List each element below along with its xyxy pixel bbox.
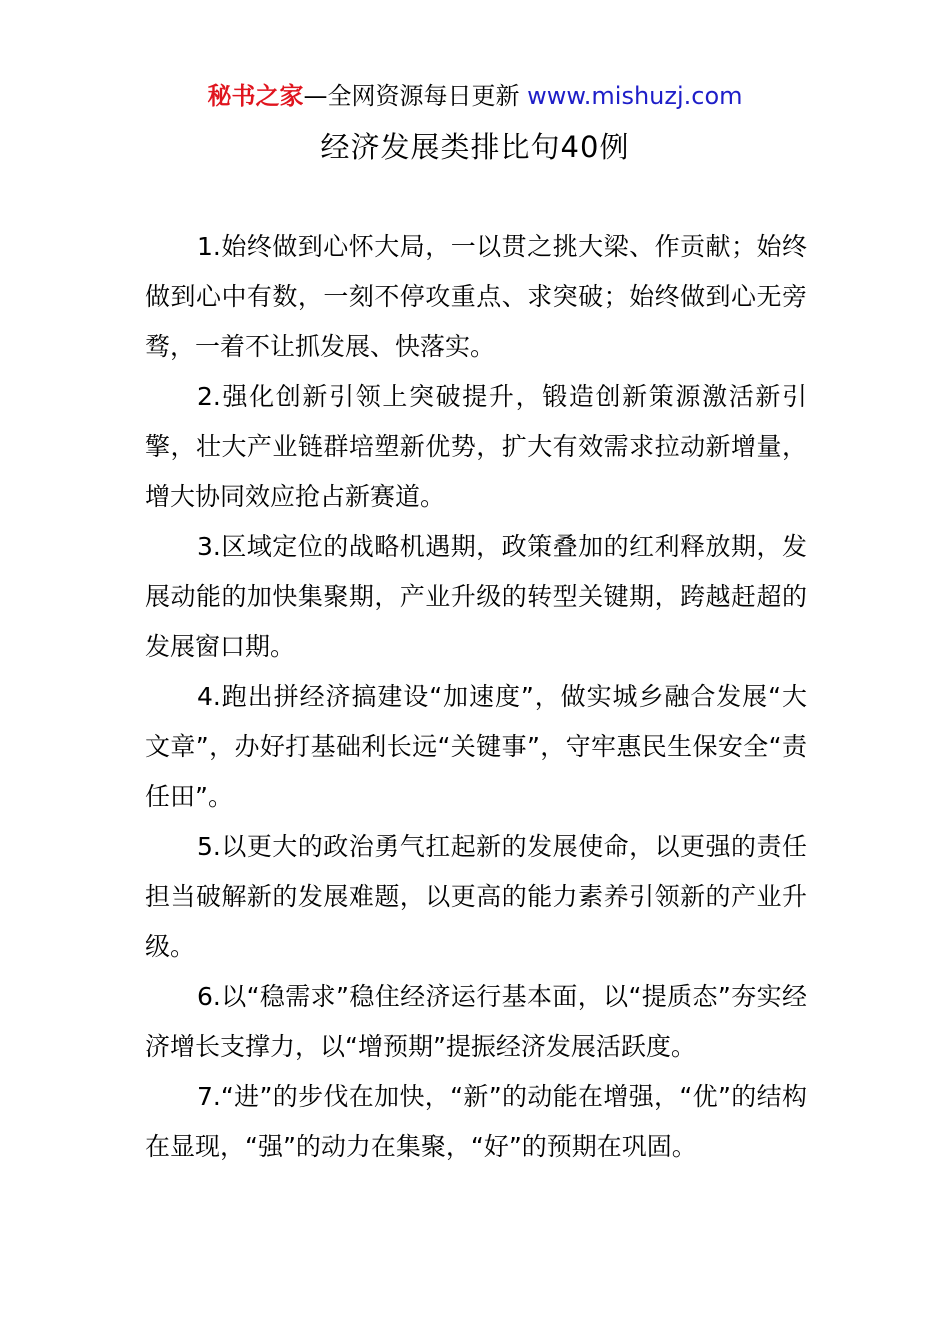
paragraph-4: 4.跑出拼经济搞建设“加速度”，做实城乡融合发展“大文章”，办好打基础利长远“关键事”，守牢惠民生保安全“责任田”。 <box>145 682 807 811</box>
paragraph-6: 6.以“稳需求”稳住经济运行基本面，以“提质态”夯实经济增长支撑力，以“增预期”提振经济发展活跃度。 <box>145 982 807 1061</box>
site-header <box>0 78 950 114</box>
paragraph-2: 2.强化创新引领上突破提升，锻造创新策源激活新引擎，壮大产业链群培塑新优势，扩大有效需求拉动新增量，增大协同效应抢占新赛道。 <box>145 382 807 511</box>
brand-name: 秘书之家 <box>207 82 304 110</box>
document-body <box>145 222 807 1172</box>
header-tagline: —全网资源每日更新 <box>303 82 520 110</box>
paragraph-5: 5.以更大的政治勇气扛起新的发展使命，以更强的责任担当破解新的发展难题，以更高的能力素养引领新的产业升级。 <box>145 832 807 961</box>
site-url-link[interactable]: www.mishuzj.com <box>527 82 743 110</box>
paragraph-7: 7.“进”的步伐在加快，“新”的动能在增强，“优”的结构在显现，“强”的动力在集聚，“好”的预期在巩固。 <box>145 1082 807 1161</box>
paragraph-1: 1.始终做到心怀大局，一以贯之挑大梁、作贡献；始终做到心中有数，一刻不停攻重点、求突破；始终做到心无旁骛，一着不让抓发展、快落实。 <box>145 232 807 361</box>
page-title: 经济发展类排比句40例 <box>320 130 630 164</box>
paragraph-3: 3.区域定位的战略机遇期，政策叠加的红利释放期，发展动能的加快集聚期，产业升级的转型关键期，跨越赶超的发展窗口期。 <box>145 532 807 661</box>
